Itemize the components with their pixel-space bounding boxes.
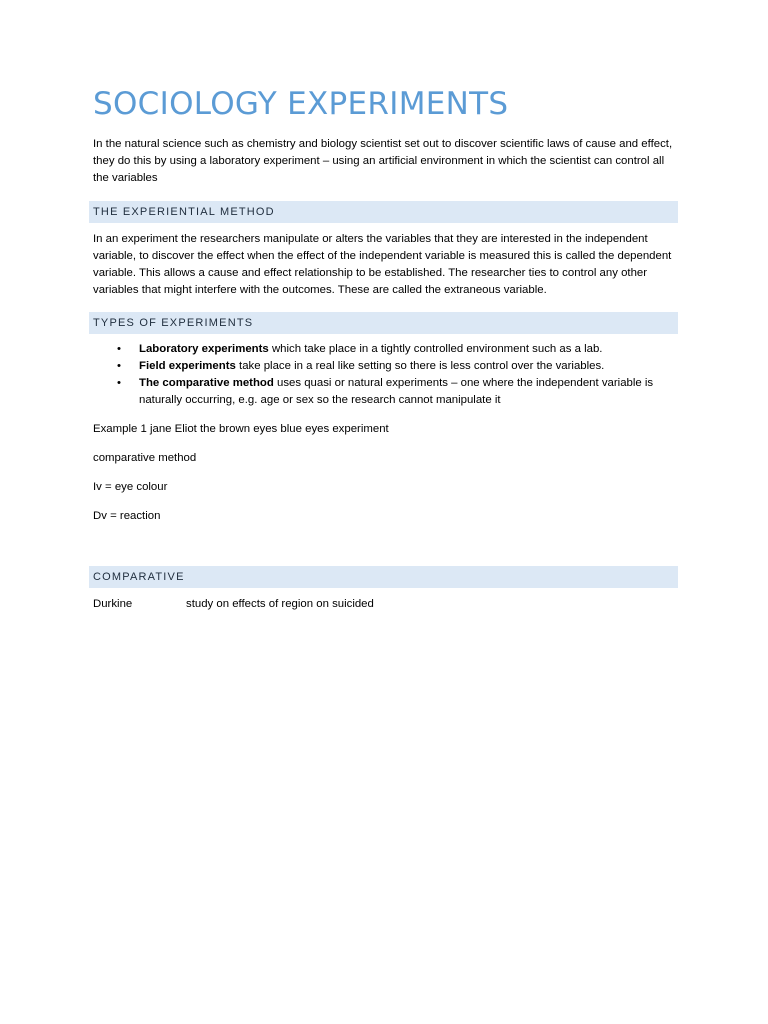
list-item-text: uses quasi or natural experiments – one where the independent variable is naturally occurring, e.g. age or sex so the research cannot manipulate it bbox=[139, 377, 654, 406]
list-item-term: Field experiments bbox=[139, 360, 236, 372]
experiment-types-list bbox=[93, 341, 678, 409]
section-heading-types-of-experiments: TYPES OF EXPERIMENTS bbox=[89, 312, 678, 334]
comparative-row-key: Durkine bbox=[93, 598, 133, 610]
bullet-icon: • bbox=[117, 377, 121, 389]
list-item bbox=[117, 375, 678, 409]
list-item-term: Laboratory experiments bbox=[139, 343, 269, 355]
document-title: SOCIOLOGY EXPERIMENTS bbox=[93, 86, 509, 122]
example-line: Example 1 jane Eliot the brown eyes blue eyes experiment bbox=[93, 423, 389, 435]
list-item bbox=[117, 341, 678, 358]
bullet-icon: • bbox=[117, 343, 121, 355]
list-item-text: take place in a real like setting so there is less control over the variables. bbox=[235, 360, 605, 372]
bullet-icon: • bbox=[117, 360, 121, 372]
method-line: comparative method bbox=[93, 452, 197, 464]
list-item-term: The comparative method bbox=[139, 377, 274, 389]
comparative-row-value: study on effects of region on suicided bbox=[186, 598, 374, 610]
document-content bbox=[93, 84, 678, 613]
intro-paragraph: In the natural science such as chemistry and biology scientist set out to discover scientific laws of cause and effect, they do this by using a laboratory experiment – using an artificial environment in which the scientist can control all the variables bbox=[93, 138, 673, 184]
list-item-text: which take place in a tightly controlled environment such as a lab. bbox=[268, 343, 603, 355]
comparative-row bbox=[93, 596, 678, 613]
list-item bbox=[117, 358, 678, 375]
section-heading-comparative: COMPARATIVE bbox=[89, 566, 678, 588]
blank-line bbox=[93, 537, 678, 566]
section-heading-experiential-method: THE EXPERIENTIAL METHOD bbox=[89, 201, 678, 223]
independent-variable-line: Iv = eye colour bbox=[93, 481, 168, 493]
dependent-variable-line: Dv = reaction bbox=[93, 510, 161, 522]
experiential-method-paragraph: In an experiment the researchers manipulate or alters the variables that they are interested in the independent variable, to discover the effect when the effect of the independent variable is measured this is called the dependent variable. This allows a cause and effect relationship to be established. The researcher ties to control any other variables that might interfere with the outcomes. These are called the extraneous variable. bbox=[93, 233, 672, 296]
